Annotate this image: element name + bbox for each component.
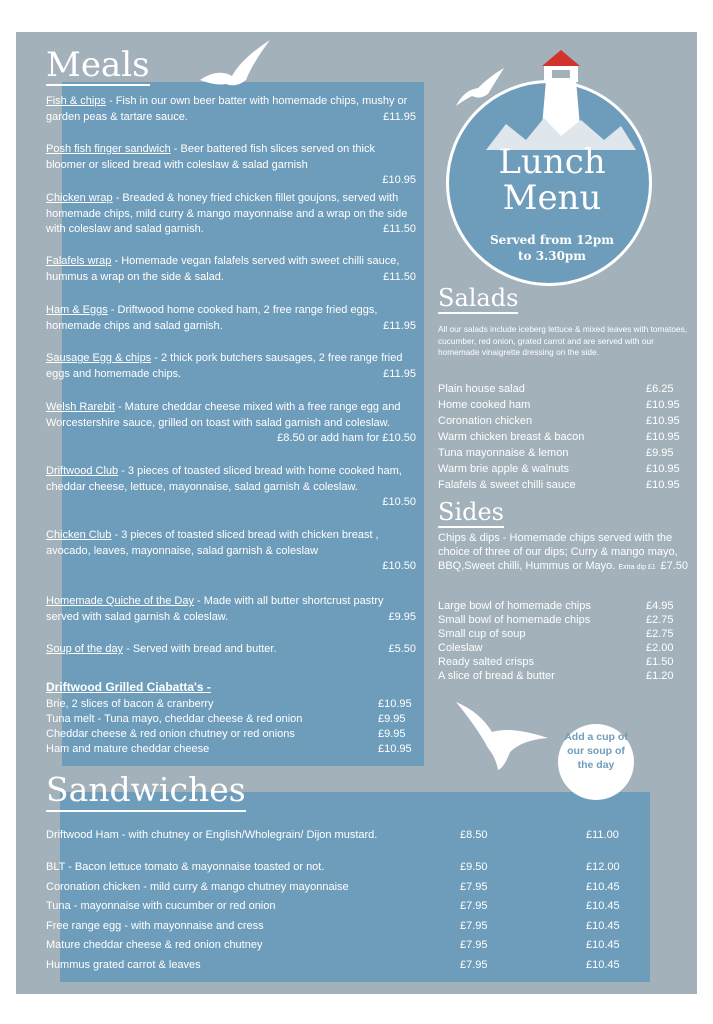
meal-item: Sausage Egg & chips - 2 thick pork butchers sausages, 2 free range fried eggs and homemade chips. £11.95 <box>46 351 416 382</box>
lunch-menu-title <box>462 144 642 216</box>
seagull-icon <box>196 36 276 92</box>
meal-price: £5.50 <box>388 643 416 655</box>
salads-note: All our salads include iceberg lettuce & mixed leaves with tomatoes, cucumber, red onion, grated carrot and are served with our homemade vinaigrette dressing on the side. <box>438 324 688 357</box>
meals-heading: Meals <box>46 45 150 85</box>
meal-price: £11.95 <box>383 367 416 380</box>
meal-price: £8.50 or add ham for £10.50 <box>277 432 416 444</box>
served-line1: Served from 12pm <box>490 233 614 247</box>
meal-price: £9.95 <box>388 610 416 623</box>
extra-dip-note: Extra dip £1 <box>618 564 656 571</box>
meal-item: Soup of the day - Served with bread and butter. £5.50 <box>46 642 416 658</box>
sandwiches-heading: Sandwiches <box>46 770 246 812</box>
meal-item: Fish & chips - Fish in our own beer batter with homemade chips, mushy or garden peas & tartare sauce. £11.95 <box>46 94 416 125</box>
meal-price: £10.50 <box>382 560 416 572</box>
meal-item: Welsh Rarebit - Mature cheddar cheese mixed with a free range egg and Worcestershire sauce, grilled on toast with salad garnish and coleslaw. £8.50 or add ham for £10.50 <box>46 400 416 447</box>
served-times <box>462 232 642 264</box>
meal-price: £11.95 <box>383 319 416 332</box>
meal-price: £11.50 <box>383 270 416 283</box>
meal-item: Ham & Eggs - Driftwood home cooked ham, 2 free range fried eggs, homemade chips and salad garnish. £11.95 <box>46 303 416 334</box>
meal-item: Chicken Club - 3 pieces of toasted sliced bread with chicken breast , avocado, leaves, mayonnaise, salad garnish & coleslaw £10.50 <box>46 528 416 575</box>
served-line2: to 3.30pm <box>517 249 587 263</box>
lighthouse-icon <box>486 40 636 150</box>
meal-price: £10.50 <box>382 496 416 508</box>
menu-line: Menu <box>502 178 602 218</box>
salads-heading: Salads <box>438 284 519 312</box>
meal-item: Homemade Quiche of the Day - Made with all butter shortcrust pastry served with salad garnish & coleslaw. £9.95 <box>46 594 416 625</box>
lunch-line: Lunch <box>498 142 606 182</box>
meal-item: Posh fish finger sandwich - Beer battered fish slices served on thick bloomer or sliced bread with coleslaw & salad garnish £10.95 <box>46 142 416 189</box>
meal-price: £11.50 <box>383 223 416 235</box>
soup-badge: Add a cup of our soup of the day <box>558 724 634 800</box>
meal-item: Chicken wrap - Breaded & honey fried chicken fillet goujons, served with homemade chips, mild curry & mango mayonnaise and a wrap on the side with coleslaw and salad garnish. £11.50 <box>46 191 416 238</box>
meal-item: Driftwood Club - 3 pieces of toasted sliced bread with home cooked ham, cheddar cheese, lettuce, mayonnaise, salad garnish & coleslaw. £10.50 <box>46 464 416 511</box>
chips-dips-item: Chips & dips - Homemade chips served with the choice of three of our dips; Curry & mango mayo, BBQ,Sweet chilli, Hummus or Mayo. Extra dip £1 £7.50 <box>438 532 688 572</box>
ciabatta-heading: Driftwood Grilled Ciabatta's - <box>46 680 211 694</box>
chips-dips-price: £7.50 <box>660 560 688 572</box>
seagull-icon <box>452 696 552 772</box>
menu-page: Lunch Menu Served from 12pm to 3.30pm Meals Sandwiches Salads Sides Fish & chips - Fish in our own beer batter with homemade chips, mushy or garden peas & tartare sauce. £11.95 Posh fish finger sandwich - Beer battered fish slices served on thick bloomer or sliced bread with coleslaw & salad garnish £10.95 Chicken wrap - Breaded & honey fried chicken fillet goujons, served with homemade chips, mild curry & mango mayonnaise and a wrap on the side with coleslaw and salad garnish. £11.50 Falafels wrap - Homemade vegan falafels served with sweet chilli sauce, hummus a wrap on the side & salad. £11.50 Ham & Eggs - Driftwood home cooked ham, 2 free range fried eggs, homemade chips and salad garnish. £11.95 Sausage Egg & chips - 2 thick pork butchers sausages, 2 free range fried eggs and homemade chips. £11.95 Welsh Rarebit - Mature cheddar cheese mixed with a free range egg and Worcestershire sauce, grilled on toast with salad garnish and coleslaw. £8.50 or add ham for £10.50 Driftwood Club - 3 pieces of toasted sliced bread with home cooked ham, cheddar cheese, lettuce, mayonnaise, salad garnish & coleslaw. £10.50 Chicken Club - 3 pieces of toasted sliced bread with chicken breast , avocado, leaves, mayonnaise, salad garnish & coleslaw £10.50 Homemade Quiche of the Day - Made with all butter shortcrust pastry served with salad garnish & coleslaw. £9.95 Soup of the day - Served with bread and butter. £5.50 Driftwood Grilled Ciabatta's - Brie, 2 slices of bacon & cranberry £10.95 Tuna melt - Tuna mayo, cheddar cheese & red onion £9.95 Cheddar cheese & red onion chutney or red onions £9.95 Ham and mature cheddar cheese £10.95 All our salads include iceberg lettuce & mixed leaves with tomatoes, cucumber, red onion, grated carrot and are served with our homemade vinaigrette dressing on the side. Plain house salad £6.25 Home cooked ham £10.95 Coronation chicken £10.95 Warm chicken breast & bacon £10.95 Tuna mayonnaise & lemon £9.95 Warm brie apple & walnuts £10.95 Falafels & sweet chilli sauce £10.95 Chips & dips - Homemade chips served with the choice of three of our dips; Curry & mango mayo, BBQ,Sweet chilli, Hummus or Mayo. Extra dip £1 £7.50 Large bowl of homemade chips £4.95 Small bowl of homemade chips £2.75 Small cup of soup £2.75 Coleslaw £2.00 Ready salted crisps £1.50 A slice of bread & butter £1.20 Add a cup of our soup of the day Driftwood Ham - with chutney or English/Wholegrain/ Dijon mustard. £8.50 £11.00 BLT - Bacon lettuce tomato & mayonnaise toasted or not. £9.50 £12.00 Coronation chicken - mild curry & mango chutney mayonnaise £7.95 £10.45 Tuna - mayonnaise with cucumber or red onion £7.95 £10.45 Free range egg - with mayonnaise and cress £7.95 £10.45 Mature cheddar cheese & red onion chutney £7.95 £10.45 Hummus grated carrot & leaves £7.95 £10.45 <box>16 32 697 994</box>
meal-price: £11.95 <box>383 110 416 123</box>
sides-heading: Sides <box>438 498 504 526</box>
meal-item: Falafels wrap - Homemade vegan falafels served with sweet chilli sauce, hummus a wrap on the side & salad. £11.50 <box>46 254 416 285</box>
meal-price: £10.95 <box>382 174 416 186</box>
seagull-icon <box>454 66 506 112</box>
